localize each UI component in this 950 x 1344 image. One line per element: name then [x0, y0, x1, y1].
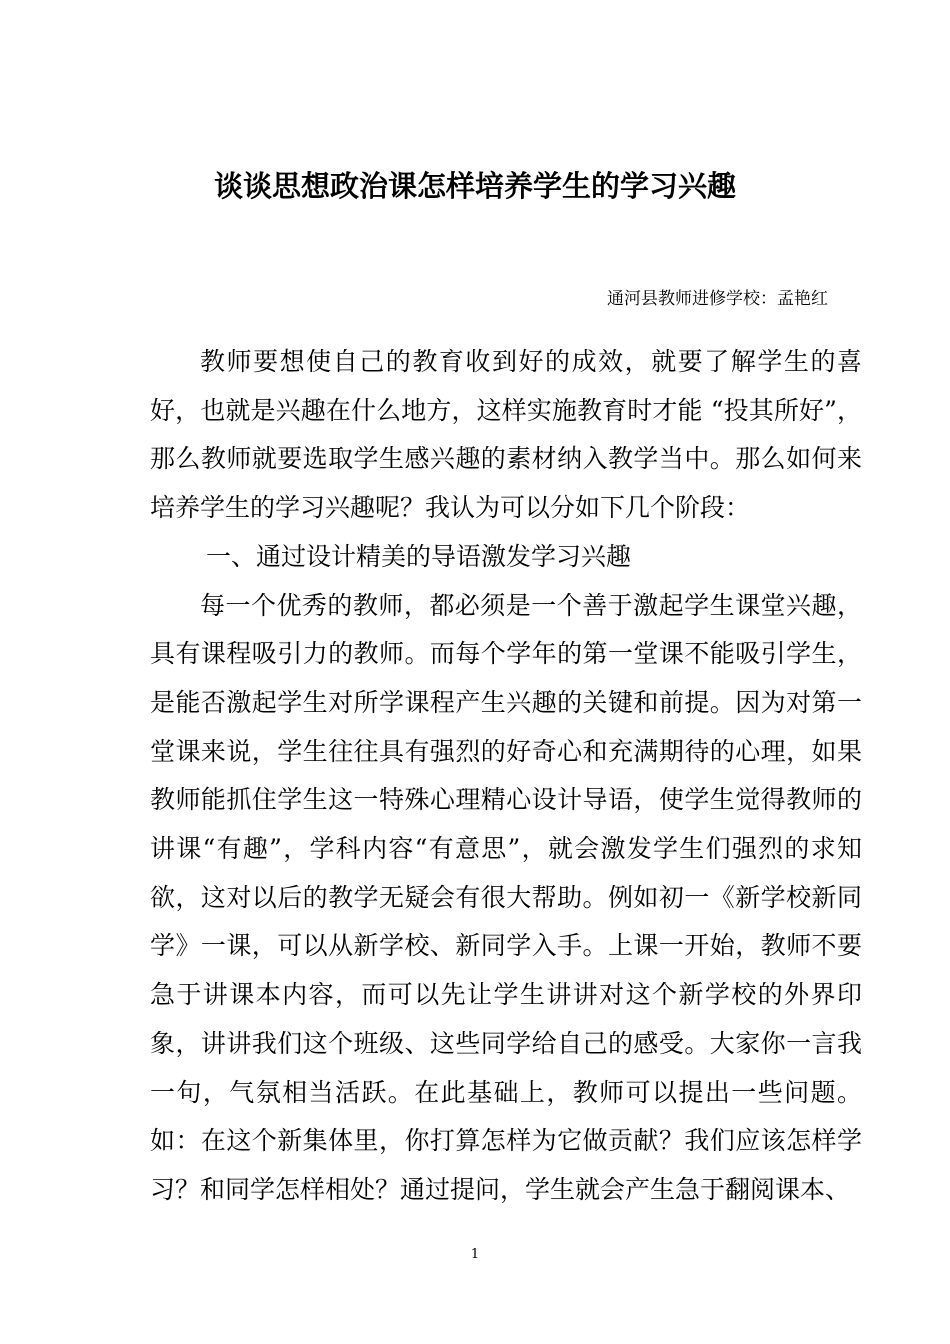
author-line: 通河县教师进修学校：孟艳红 — [607, 289, 828, 309]
body-paragraph: 教师要想使自己的教育收到好的成效，就要了解学生的喜好，也就是兴趣在什么地方，这样实施教育时才能 “投其所好”，那么教师就要选取学生感兴趣的素材纳入教学当中。那么如何来培养学生的学习兴趣呢？我认为可以分如下几个阶段： — [150, 347, 862, 523]
section-heading: 一、通过设计精美的导语激发学习兴趣 — [206, 541, 632, 571]
body-paragraph: 每一个优秀的教师，都必须是一个善于激起学生课堂兴趣，具有课程吸引力的教师。而每个学年的第一堂课不能吸引学生，是能否激起学生对所学课程产生兴趣的关键和前提。因为对第一堂课来说，学生往往具有强烈的好奇心和充满期待的心理，如果教师能抓住学生这一特殊心理精心设计导语，使学生觉得教师的讲课“有趣”，学科内容“有意思”，就会激发学生们强烈的求知欲，这对以后的教学无疑会有很大帮助。例如初一《新学校新同学》一课，可以从新学校、新同学入手。上课一开始，教师不要急于讲课本内容，而可以先让学生讲讲对这个新学校的外界印象，讲讲我们这个班级、这些同学给自己的感受。大家你一言我一句，气氛相当活跃。在此基础上，教师可以提出一些问题。如：在这个新集体里，你打算怎样为它做贡献？我们应该怎样学习？和同学怎样相处？通过提问，学生就会产生急于翻阅课本、 — [150, 590, 862, 1204]
document-body — [150, 338, 862, 1215]
document-title: 谈谈思想政治课怎样培养学生的学习兴趣 — [213, 169, 736, 203]
page-number: 1 — [470, 1247, 480, 1262]
